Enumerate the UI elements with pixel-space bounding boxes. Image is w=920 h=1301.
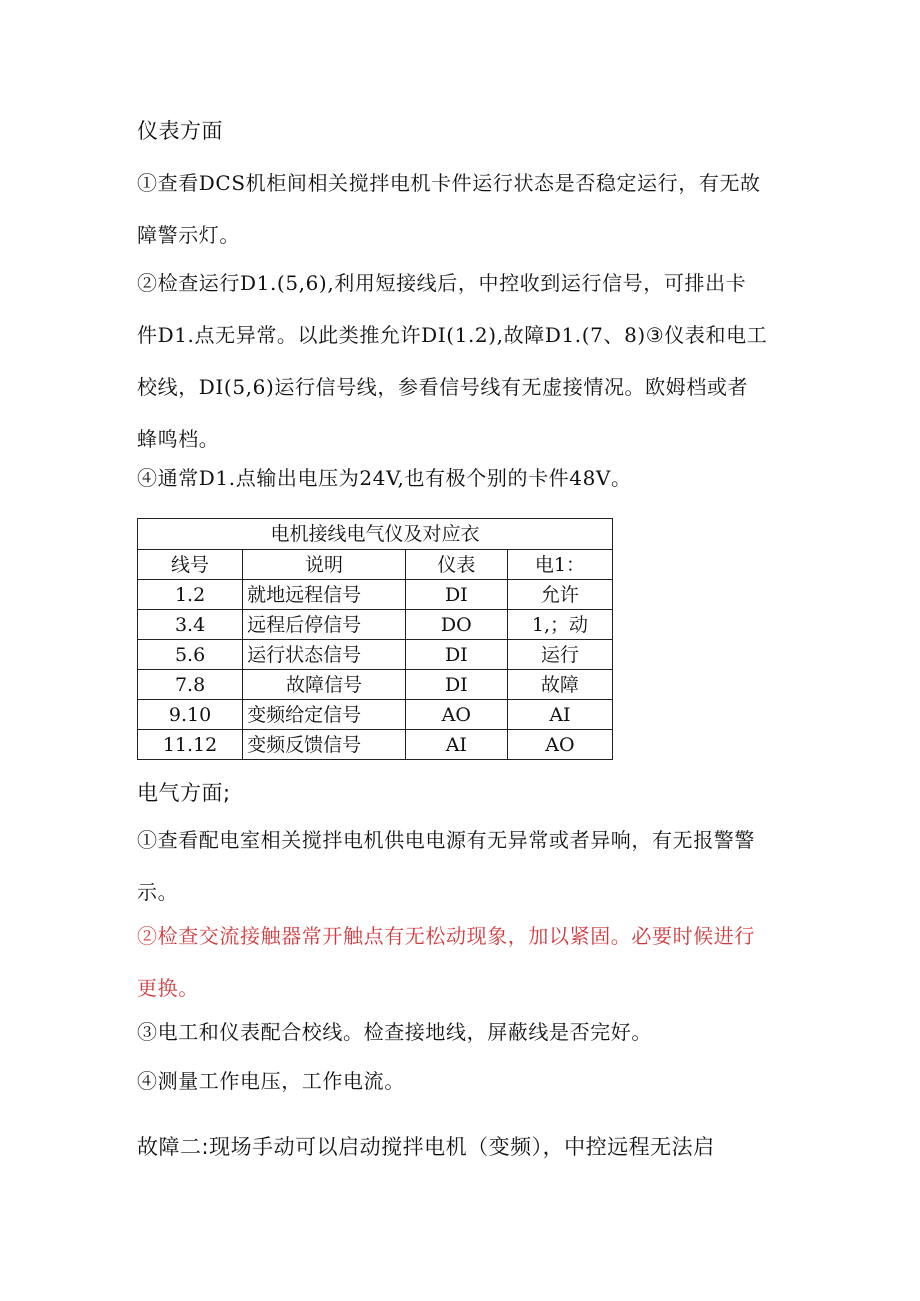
cell-electrical: AI [507,700,612,730]
header-electrical: 电1： [507,550,612,580]
cell-description: 远程后停信号 [243,610,406,640]
cell-line-no: 3.4 [138,610,243,640]
cell-instrument: DI [405,670,507,700]
instrument-heading: 仪表方面 [137,119,223,143]
cell-description: 变频给定信号 [243,700,406,730]
cell-electrical: 故障 [507,670,612,700]
table-row [138,730,613,760]
text-line: ②检查交流接触器常开触点有无松动现象，加以紧固。必要时候进行 [137,924,755,948]
cell-electrical: AO [507,730,612,760]
cell-description: 变频反馈信号 [243,730,406,760]
cell-description: 运行状态信号 [243,640,406,670]
instrument-item-2 [137,257,787,465]
cell-electrical: 1,；动 [507,610,612,640]
table-row [138,670,613,700]
cell-line-no: 9.10 [138,700,243,730]
cell-electrical: 运行 [507,640,612,670]
electrical-item-3 [137,1006,787,1058]
cell-instrument: AI [405,730,507,760]
text-line: ③电工和仪表配合校线。检查接地线，屏蔽线是否完好。 [137,1020,652,1044]
cell-electrical: 允许 [507,580,612,610]
cell-instrument: DI [405,640,507,670]
text-line: 蜂鸣档。 [137,427,220,451]
text-line: 件D1.点无异常。以此类推允许DI(1.2),故障D1.(7、8)③仪表和电工 [137,323,768,347]
table-header-row [138,550,613,580]
text-line: ④通常D1.点输出电压为24V,也有极个别的卡件48V。 [137,466,632,490]
text-line: ①查看DCS机柜间相关搅拌电机卡件运行状态是否稳定运行，有无故 [137,171,761,195]
table-row [138,610,613,640]
cell-instrument: DI [405,580,507,610]
cell-line-no: 11.12 [138,730,243,760]
cell-description: 故障信号 [243,670,406,700]
cell-instrument: AO [405,700,507,730]
cell-instrument: DO [405,610,507,640]
cell-description: 就地远程信号 [243,580,406,610]
cell-line-no: 1.2 [138,580,243,610]
electrical-heading: 电气方面; [137,781,231,805]
table-row [138,700,613,730]
header-line-no: 线号 [138,550,243,580]
fault2-heading: 故障二:现场手动可以启动搅拌电机（变频），中控远程无法启 [137,1135,715,1159]
text-line: 障警示灯。 [137,223,240,247]
electrical-item-1 [137,814,787,918]
text-line: ②检查运行D1.(5,6),利用短接线后，中控收到运行信号，可排出卡 [137,271,747,295]
cell-line-no: 7.8 [138,670,243,700]
electrical-item-2 [137,910,787,1014]
text-line: ④测量工作电压，工作电流。 [137,1069,405,1093]
wiring-table [137,518,613,760]
table-title: 电机接线电气仪及对应衣 [137,518,613,549]
text-line: 更换。 [137,976,199,1000]
text-line: ①查看配电室相关搅拌电机供电电源有无异常或者异响，有无报警警 [137,828,755,852]
instrument-item-4 [137,452,787,504]
header-instrument: 仪表 [405,550,507,580]
text-line: 校线，DI(5,6)运行信号线，参看信号线有无虚接情况。欧姆档或者 [137,375,749,399]
instrument-item-1 [137,157,787,261]
electrical-item-4 [137,1055,787,1107]
table-row [138,640,613,670]
table-row [138,580,613,610]
header-description: 说明 [243,550,406,580]
cell-line-no: 5.6 [138,640,243,670]
text-line: 示。 [137,880,179,904]
